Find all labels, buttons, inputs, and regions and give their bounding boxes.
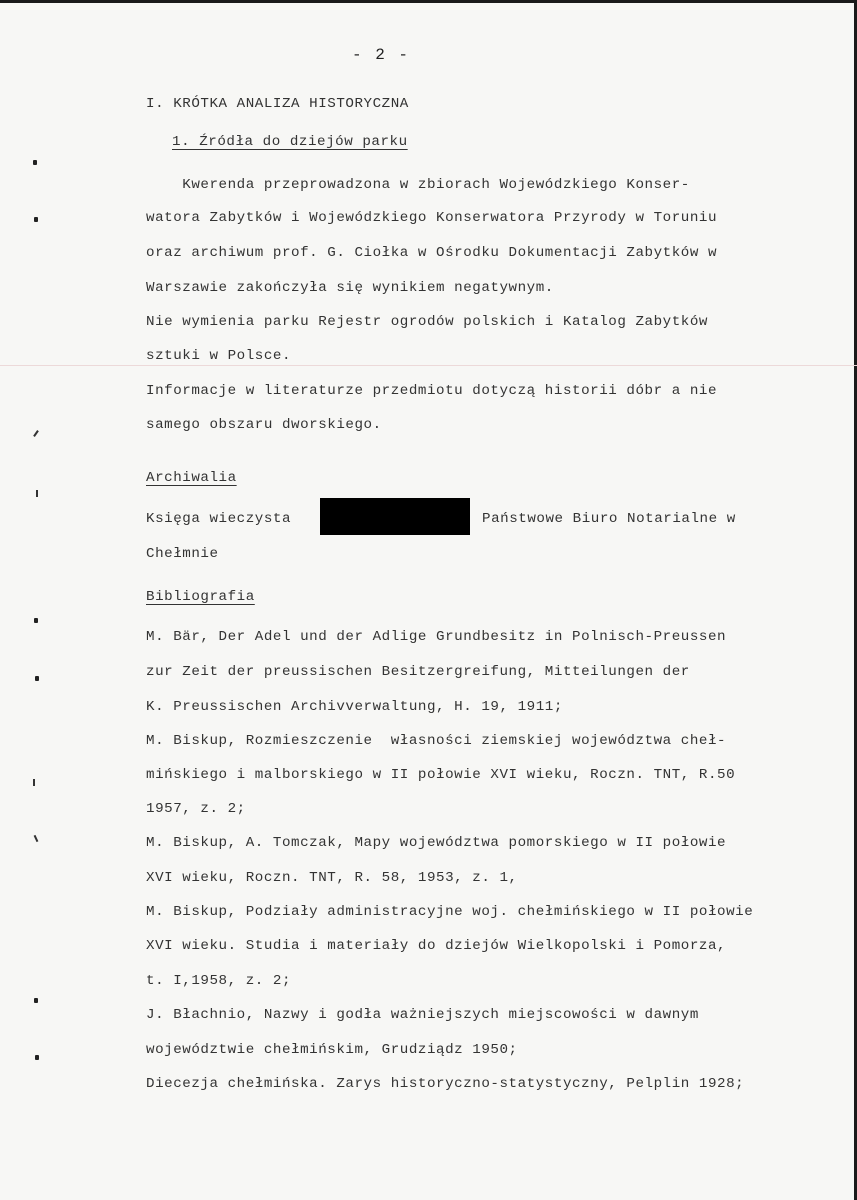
intro-line: Kwerenda przeprowadzona w zbiorach Wojewódzkiego Konser- xyxy=(146,177,690,193)
archiwalia-heading: Archiwalia xyxy=(146,470,237,486)
bibliography-line: XVI wieku. Studia i materiały do dziejów Wielkopolski i Pomorza, xyxy=(146,938,727,954)
intro-line: oraz archiwum prof. G. Ciołka w Ośrodku Dokumentacji Zabytków w xyxy=(146,245,718,261)
bibliography-line: zur Zeit der preussischen Besitzergreifung, Mitteilungen der xyxy=(146,664,690,680)
margin-speck xyxy=(34,998,38,1003)
intro-line: Informacje w literaturze przedmiotu dotyczą historii dóbr a nie xyxy=(146,383,718,399)
margin-speck xyxy=(35,1055,39,1060)
redaction-block xyxy=(320,498,470,535)
bibliography-line: t. I,1958, z. 2; xyxy=(146,973,292,989)
bibliography-line: M. Bär, Der Adel und der Adlige Grundbesitz in Polnisch-Preussen xyxy=(146,629,727,645)
intro-line: sztuki w Polsce. xyxy=(146,348,292,364)
archiwalia-entry-location: Chełmnie xyxy=(146,546,219,562)
margin-speck xyxy=(34,835,39,842)
margin-speck xyxy=(34,217,38,222)
margin-speck xyxy=(36,490,38,497)
intro-line: watora Zabytków i Wojewódzkiego Konserwatora Przyrody w Toruniu xyxy=(146,210,718,226)
bibliography-line: M. Biskup, Rozmieszczenie własności ziemskiej województwa cheł- xyxy=(146,733,727,749)
bibliography-line: mińskiego i malborskiego w II połowie XVI wieku, Roczn. TNT, R.50 xyxy=(146,767,736,783)
bibliography-line: 1957, z. 2; xyxy=(146,801,246,817)
bibliography-line: M. Biskup, A. Tomczak, Mapy województwa pomorskiego w II połowie xyxy=(146,835,727,851)
scan-edge-top xyxy=(0,0,857,3)
bibliography-line: J. Błachnio, Nazwy i godła ważniejszych miejscowości w dawnym xyxy=(146,1007,699,1023)
archiwalia-entry-left: Księga wieczysta xyxy=(146,511,292,527)
page-number: - 2 - xyxy=(352,46,411,64)
margin-speck xyxy=(33,160,37,165)
bibliography-line: M. Biskup, Podziały administracyjne woj. chełmińskiego w II połowie xyxy=(146,904,754,920)
subsection-heading: 1. Źródła do dziejów parku xyxy=(172,134,408,150)
margin-speck xyxy=(33,430,39,437)
paper-fold-line xyxy=(0,365,857,366)
margin-speck xyxy=(35,676,39,681)
bibliography-line: K. Preussischen Archivverwaltung, H. 19, 1911; xyxy=(146,699,563,715)
intro-line: Warszawie zakończyła się wynikiem negatywnym. xyxy=(146,280,554,296)
bibliography-line: województwie chełmińskim, Grudziądz 1950; xyxy=(146,1042,518,1058)
bibliography-line: Diecezja chełmińska. Zarys historyczno-statystyczny, Pelplin 1928; xyxy=(146,1076,745,1092)
archiwalia-entry-right: Państwowe Biuro Notarialne w xyxy=(482,511,736,527)
bibliografia-heading: Bibliografia xyxy=(146,589,255,605)
margin-speck xyxy=(33,779,35,786)
section-heading: I. KRÓTKA ANALIZA HISTORYCZNA xyxy=(146,96,409,112)
intro-line: Nie wymienia parku Rejestr ogrodów polskich i Katalog Zabytków xyxy=(146,314,708,330)
intro-line: samego obszaru dworskiego. xyxy=(146,417,382,433)
margin-speck xyxy=(34,618,38,623)
bibliography-line: XVI wieku, Roczn. TNT, R. 58, 1953, z. 1, xyxy=(146,870,518,886)
